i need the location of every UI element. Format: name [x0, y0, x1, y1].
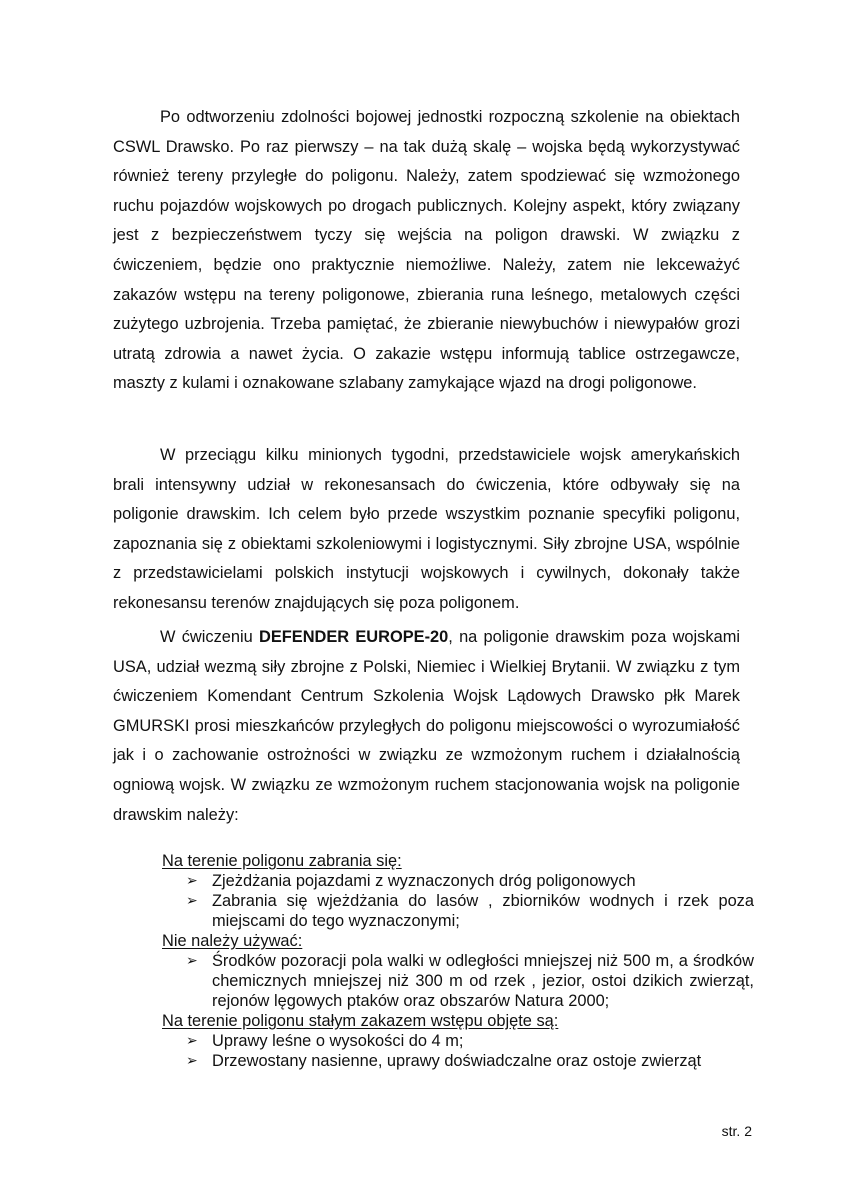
paragraph-1: [113, 103, 740, 399]
list-item-text: Drzewostany nasienne, uprawy doświadczalne oraz ostoje zwierząt: [212, 1052, 702, 1070]
paragraph-rest: , na poligonie drawskim poza wojskami USA, udział wezmą siły zbrojne z Polski, Niemiec i Wielkiej Brytanii. W związku z tym ćwiczeniem Komendant Centrum Szkolenia Wojsk Lądowych Drawsko płk Marek GMURSKI prosi mieszkańców przyległych do poligonu miejscowości o wyrozumiałość jak i o zachowanie ostrożności w związku ze wzmożonym ruchem i działalnością ogniową wojsk. W związku ze wzmożonym ruchem stacjonowania wojsk na poligonie drawskim należy:: [113, 628, 740, 824]
arrowhead-bullet-icon: ➢: [186, 873, 198, 889]
section-heading-prohibited: Na terenie poligonu zabrania się:: [162, 852, 402, 870]
paragraph-text: Po odtworzeniu zdolności bojowej jednostki rozpoczną szkolenie na obiektach CSWL Drawsko. Po raz pierwszy – na tak dużą skalę – wojska będą wykorzystywać również tereny przyległe do poligonu. Należy, zatem spodziewać się wzmożonego ruchu pojazdów wojskowych po drogach publicznych. Kolejny aspekt, który związany jest z bezpieczeństwem tyczy się wejścia na poligon drawski. W związku z ćwiczeniem, będzie ono praktycznie niemożliwe. Należy, zatem nie lekceważyć zakazów wstępu na tereny poligonowe, zbierania runa leśnego, metalowych części zużytego uzbrojenia. Trzeba pamiętać, że zbieranie niewybuchów i niewypałów grozi utratą zdrowia a nawet życia. O zakazie wstępu informują tablice ostrzegawcze, maszty z kulami i oznakowane szlabany zamykające wjazd na drogi poligonowe.: [113, 108, 740, 393]
exercise-name: DEFENDER EUROPE-20: [258, 628, 449, 646]
paragraph-lead: W ćwiczeniu: [160, 628, 259, 646]
list-item-text: Zabrania się wjeżdżania do lasów , zbiorników wodnych i rzek poza miejscami do tego wyznaczonymi;: [212, 892, 754, 930]
list-item: [162, 1051, 754, 1071]
list-item: [162, 871, 754, 891]
arrowhead-bullet-icon: ➢: [186, 1053, 198, 1069]
no-entry-list: [162, 1031, 754, 1071]
list-item: [162, 1031, 754, 1051]
paragraph-3: [113, 623, 740, 830]
section-heading-no-entry: Na terenie poligonu stałym zakazem wstępu objęte są:: [162, 1012, 559, 1030]
prohibited-list: [162, 871, 754, 931]
restrictions-list: [162, 851, 754, 1071]
paragraph-text: W przeciągu kilku minionych tygodni, przedstawiciele wojsk amerykańskich brali intensywny udział w rekonesansach do ćwiczenia, które odbywały się na poligonie drawskim. Ich celem było przede wszystkim poznanie specyfiki poligonu, zapoznania się z obiektami szkoleniowymi i logistycznymi. Siły zbrojne USA, wspólnie z przedstawicielami polskich instytucji wojskowych i cywilnych, dokonały także rekonesansu terenów znajdujących się poza poligonem.: [113, 446, 740, 612]
list-item: [162, 951, 754, 1011]
arrowhead-bullet-icon: ➢: [186, 1033, 198, 1049]
arrowhead-bullet-icon: ➢: [186, 953, 198, 969]
arrowhead-bullet-icon: ➢: [186, 893, 198, 909]
do-not-use-list: [162, 951, 754, 1011]
page-number: str. 2: [721, 1123, 752, 1139]
list-item: [162, 891, 754, 931]
section-heading-do-not-use: Nie należy używać:: [162, 932, 303, 950]
list-item-text: Zjeżdżania pojazdami z wyznaczonych dróg poligonowych: [212, 872, 636, 890]
list-item-text: Środków pozoracji pola walki w odległości mniejszej niż 500 m, a środków chemicznych mniejszej niż 300 m od rzek , jezior, ostoi dzikich zwierząt, rejonów lęgowych ptaków oraz obszarów Natura 2000;: [212, 952, 754, 1010]
paragraph-2: [113, 441, 740, 619]
list-item-text: Uprawy leśne o wysokości do 4 m;: [212, 1032, 464, 1050]
paragraph-text: [113, 623, 740, 830]
